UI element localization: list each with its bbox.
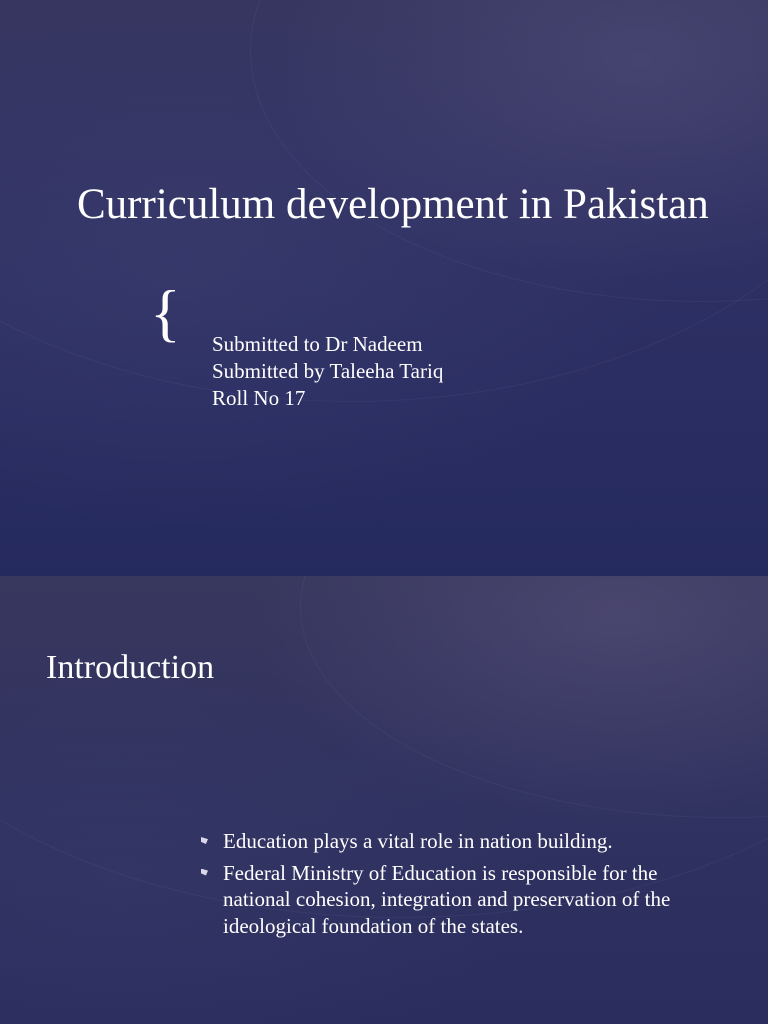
bullet-icon: [201, 837, 208, 844]
submitted-by-line: Submitted by Taleeha Tariq: [212, 359, 444, 383]
roll-number-line: Roll No 17: [212, 386, 306, 410]
bullet-text: Education plays a vital role in nation building.: [223, 829, 613, 853]
background-swoosh: [300, 576, 768, 818]
submitted-to-line: Submitted to Dr Nadeem: [212, 332, 423, 356]
brace-decoration: {: [150, 277, 181, 348]
slide-heading: Introduction: [46, 649, 215, 686]
background-swoosh: [250, 0, 768, 302]
submission-details: [212, 331, 443, 412]
bullet-list: [200, 828, 710, 944]
bullet-icon: [201, 869, 208, 876]
bullet-item: [200, 860, 710, 940]
slide-title: Curriculum development in Pakistan: [77, 181, 709, 228]
bullet-item: [200, 828, 710, 855]
introduction-slide: [0, 576, 768, 1024]
bullet-text: Federal Ministry of Education is responsible for the national cohesion, integration and preservation of the ideological foundation of the states.: [223, 860, 671, 938]
